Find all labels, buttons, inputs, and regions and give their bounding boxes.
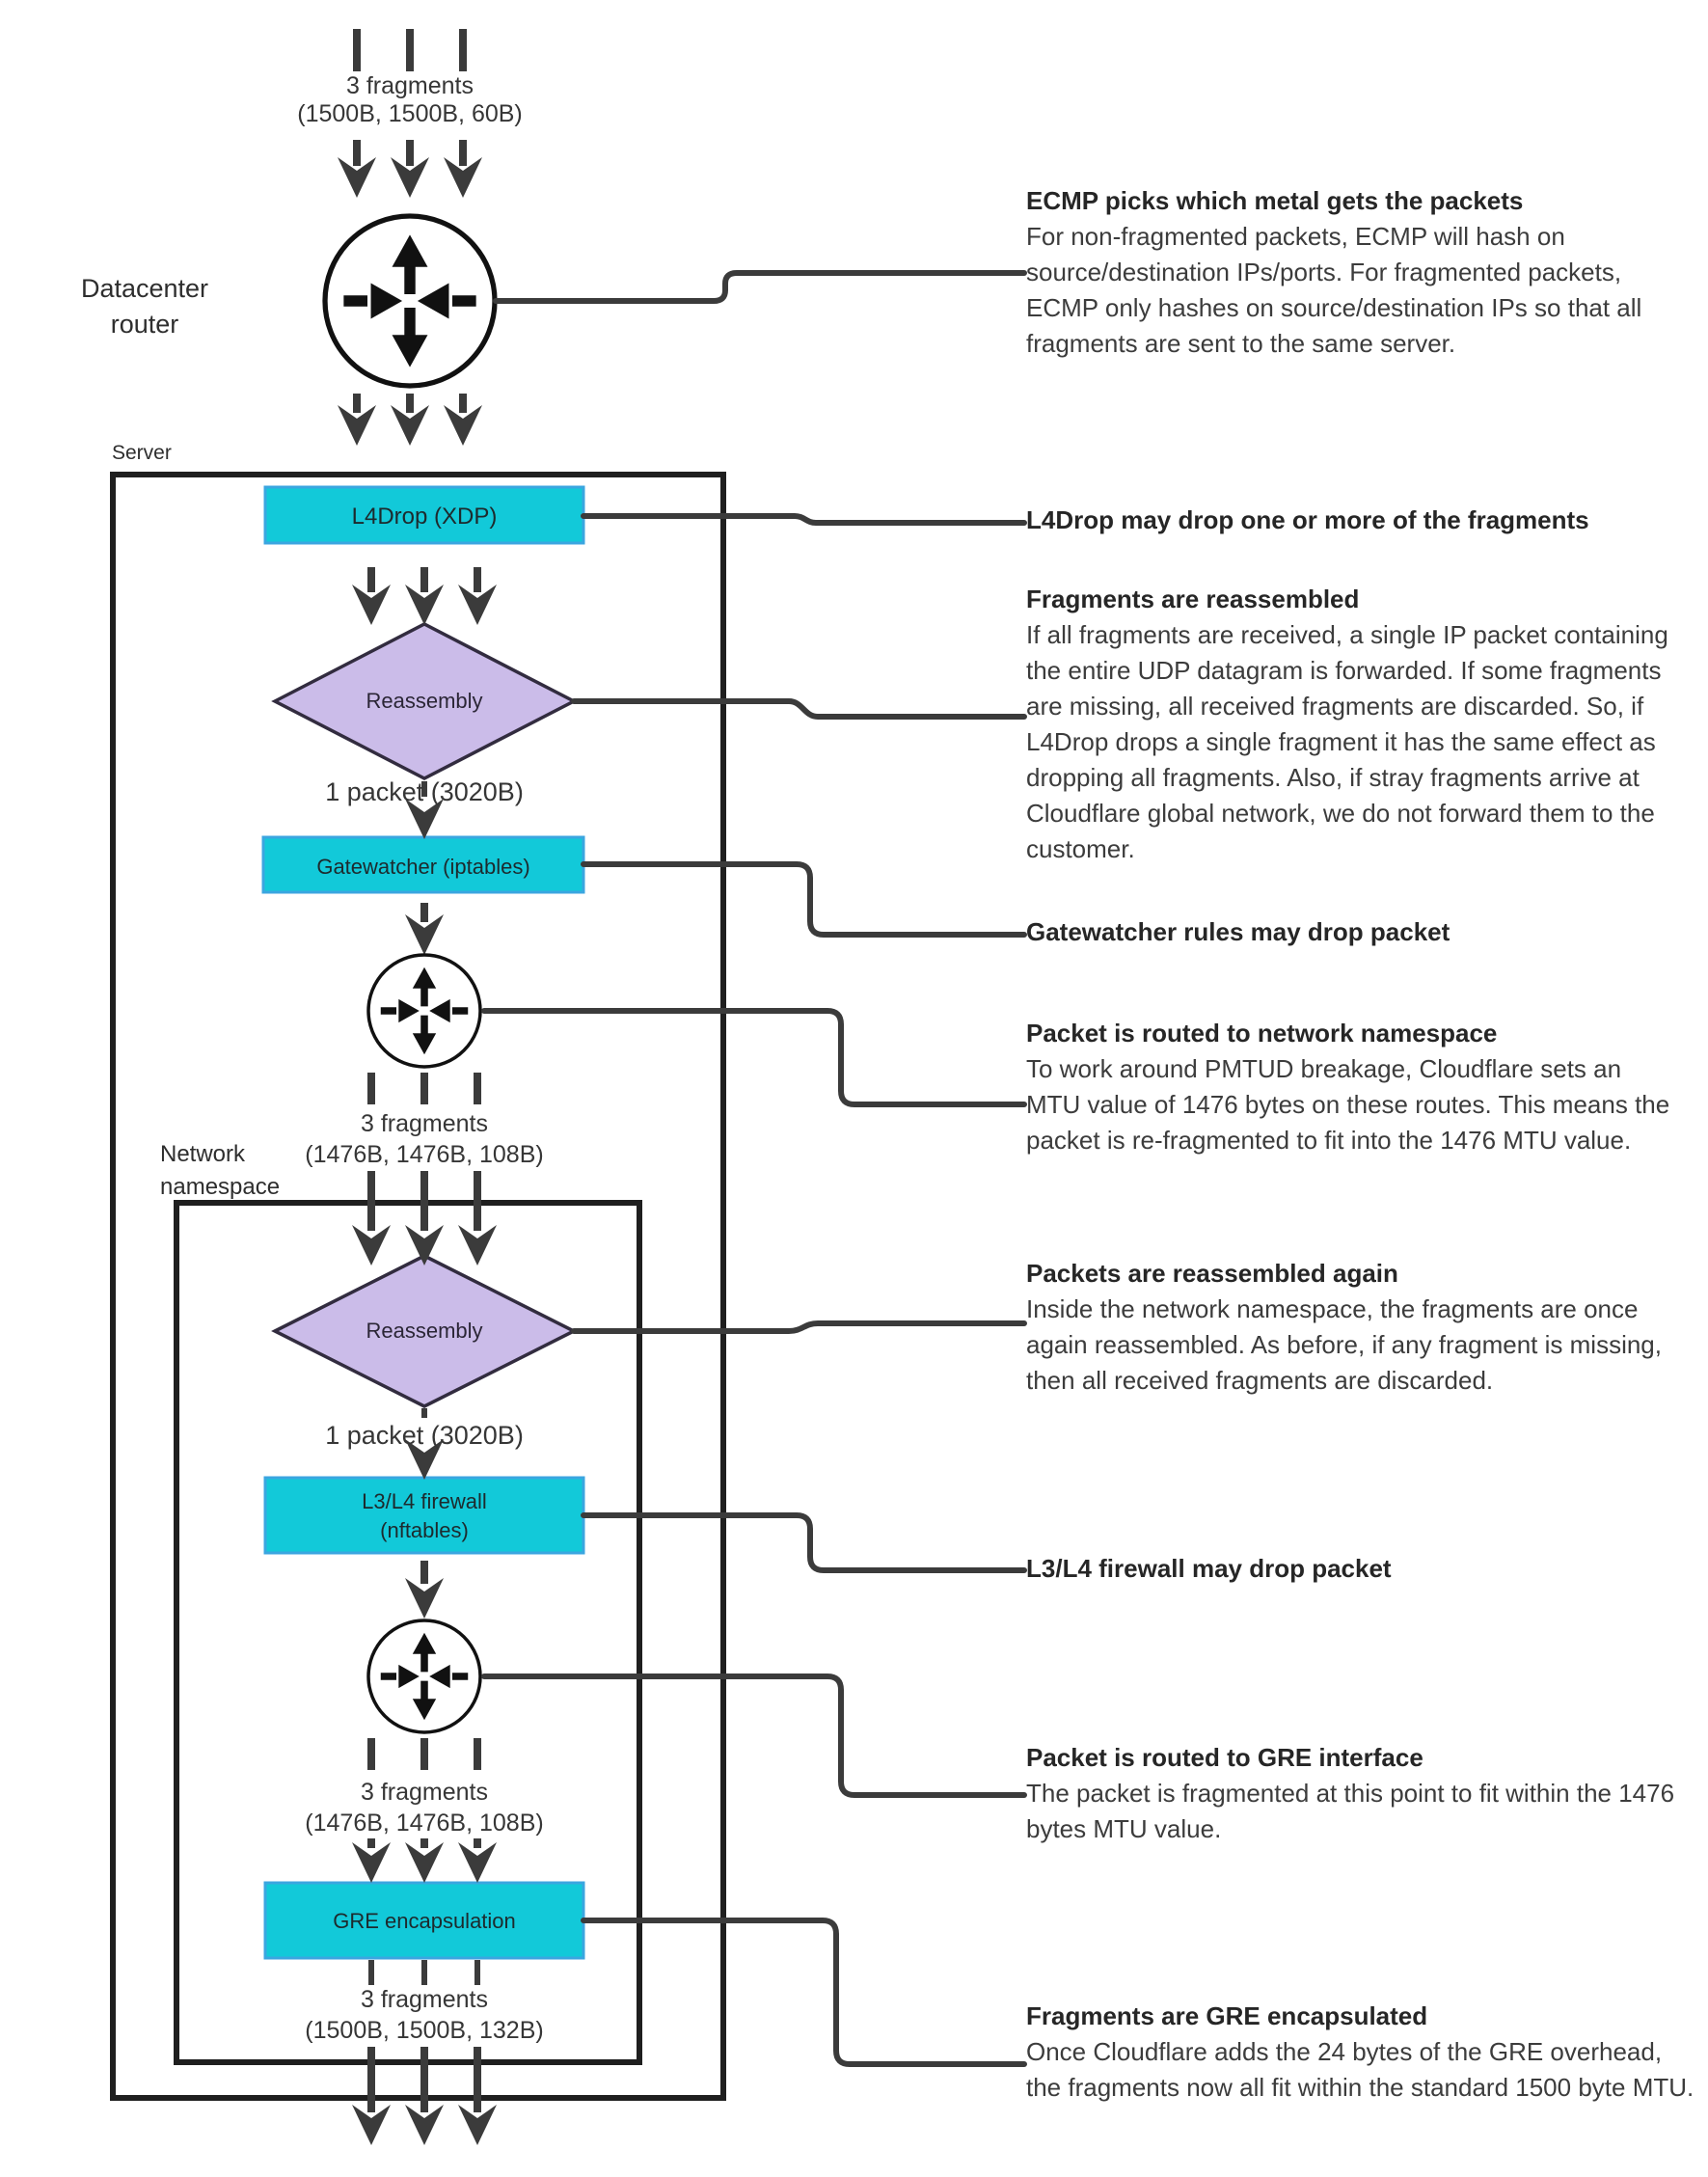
- connector-reassembly-1: [574, 701, 1024, 717]
- out-fragments-label: 3 fragments: [360, 1986, 488, 2013]
- network-namespace-label: [160, 1138, 280, 1204]
- gre-label: GRE encapsulation: [333, 1909, 516, 1933]
- l3l4-firewall-label: [265, 1487, 583, 1545]
- refragmented-dashes: [371, 1073, 477, 1104]
- annotation-title: Fragments are GRE encapsulated: [1026, 2001, 1428, 2030]
- annotation-body: Inside the network namespace, the fragments are once again reassembled. As before, if any fragment is missing, then all received fragments are discarded.: [1026, 1294, 1662, 1395]
- arrows-into-router: [338, 140, 482, 198]
- packet-label-1: 1 packet (3020B): [325, 777, 524, 806]
- low-fragments-label: 3 fragments: [360, 1779, 488, 1806]
- connector-route-netns: [484, 1011, 1024, 1104]
- annotation-title: L3/L4 firewall may drop packet: [1026, 1554, 1392, 1583]
- firewall-label-line2: (nftables): [380, 1518, 469, 1542]
- annotation-title: Gatewatcher rules may drop packet: [1026, 917, 1450, 946]
- server-label: Server: [112, 442, 172, 464]
- out-fragments-sizes: (1500B, 1500B, 132B): [305, 2017, 544, 2044]
- annotation-title: L4Drop may drop one or more of the fragments: [1026, 505, 1589, 534]
- arrows-into-gre: [352, 1838, 497, 1883]
- incoming-fragment-dashes: [357, 29, 463, 71]
- arrows-into-server: [338, 394, 482, 446]
- annotation-title: Packets are reassembled again: [1026, 1259, 1398, 1288]
- annotation-routed-netns: [1026, 1016, 1677, 1158]
- annotation-body: To work around PMTUD breakage, Cloudflare sets an MTU value of 1476 bytes on these routes. This means the packet is re-fragmented to fit into the 1476 MTU value.: [1026, 1054, 1670, 1155]
- route-to-gre-icon: [368, 1620, 480, 1732]
- connector-ecmp: [496, 273, 1024, 301]
- annotation-body: Once Cloudflare adds the 24 bytes of the GRE overhead, the fragments now all fit within the standard 1500 byte MTU.: [1026, 2037, 1694, 2102]
- gatewatcher-label: Gatewatcher (iptables): [316, 855, 530, 879]
- datacenter-label-line1: Datacenter: [80, 274, 209, 303]
- gre-output-stems: [371, 1960, 477, 1985]
- l4drop-label: L4Drop (XDP): [351, 503, 498, 530]
- low-fragments-sizes: (1476B, 1476B, 108B): [305, 1810, 544, 1837]
- connector-l4drop: [583, 516, 1024, 523]
- datacenter-router-icon: [325, 216, 495, 386]
- reassembly-label-2: Reassembly: [366, 1319, 483, 1343]
- annotation-title: Packet is routed to network namespace: [1026, 1019, 1498, 1048]
- reassembly-label-1: Reassembly: [366, 689, 483, 713]
- namespace-label-line1: Network: [160, 1141, 246, 1167]
- annotation-reassembled-again: [1026, 1256, 1701, 1399]
- annotation-firewall: [1026, 1551, 1701, 1587]
- annotation-l4drop: [1026, 503, 1701, 538]
- firewall-label-line1: L3/L4 firewall: [362, 1489, 487, 1513]
- datacenter-router-label: [19, 271, 270, 342]
- packet-label-2: 1 packet (3020B): [325, 1421, 524, 1450]
- annotation-title: Fragments are reassembled: [1026, 585, 1360, 613]
- annotation-title: ECMP picks which metal gets the packets: [1026, 186, 1524, 215]
- arrow-firewall-to-router: [405, 1561, 444, 1619]
- arrows-into-namespace: [352, 1171, 497, 1265]
- arrow-gatewatcher-to-router: [405, 903, 444, 955]
- connector-gre: [583, 1920, 1024, 2064]
- annotation-reassembled: [1026, 582, 1696, 867]
- connector-gatewatcher: [583, 864, 1024, 935]
- route-to-namespace-icon: [368, 955, 480, 1067]
- arrows-exit-server: [352, 2047, 497, 2145]
- annotation-body: For non-fragmented packets, ECMP will hash on source/destination IPs/ports. For fragmented packets, ECMP only hashes on source/destination IPs so that all fragments are sent to the same server.: [1026, 222, 1642, 358]
- arrows-l4drop-to-reassembly: [352, 567, 497, 625]
- datacenter-label-line2: router: [110, 310, 179, 339]
- mid-fragments-sizes: (1476B, 1476B, 108B): [305, 1141, 544, 1168]
- annotation-routed-gre: [1026, 1740, 1701, 1847]
- gre-input-dashes: [371, 1738, 477, 1770]
- annotation-body: The packet is fragmented at this point to fit within the 1476 bytes MTU value.: [1026, 1779, 1675, 1843]
- connector-firewall: [583, 1515, 1024, 1570]
- annotation-title: Packet is routed to GRE interface: [1026, 1743, 1423, 1772]
- top-fragments-label: 3 fragments: [345, 72, 474, 99]
- mid-fragments-label: 3 fragments: [360, 1110, 488, 1137]
- annotation-gre-encapsulated: [1026, 1999, 1701, 2106]
- annotation-body: If all fragments are received, a single IP packet containing the entire UDP datagram is forwarded. If some fragments are missing, all received fragments are discarded. So, if L4Drop drops a single fragment it has the same effect as dropping all fragments. Also, if stray fragments arrive at Cloudflare global network, we do not forward them to the customer.: [1026, 620, 1668, 863]
- namespace-label-line2: namespace: [160, 1174, 281, 1200]
- top-fragments-sizes: (1500B, 1500B, 60B): [297, 100, 523, 127]
- annotation-gatewatcher: [1026, 914, 1701, 950]
- annotation-ecmp: [1026, 183, 1663, 362]
